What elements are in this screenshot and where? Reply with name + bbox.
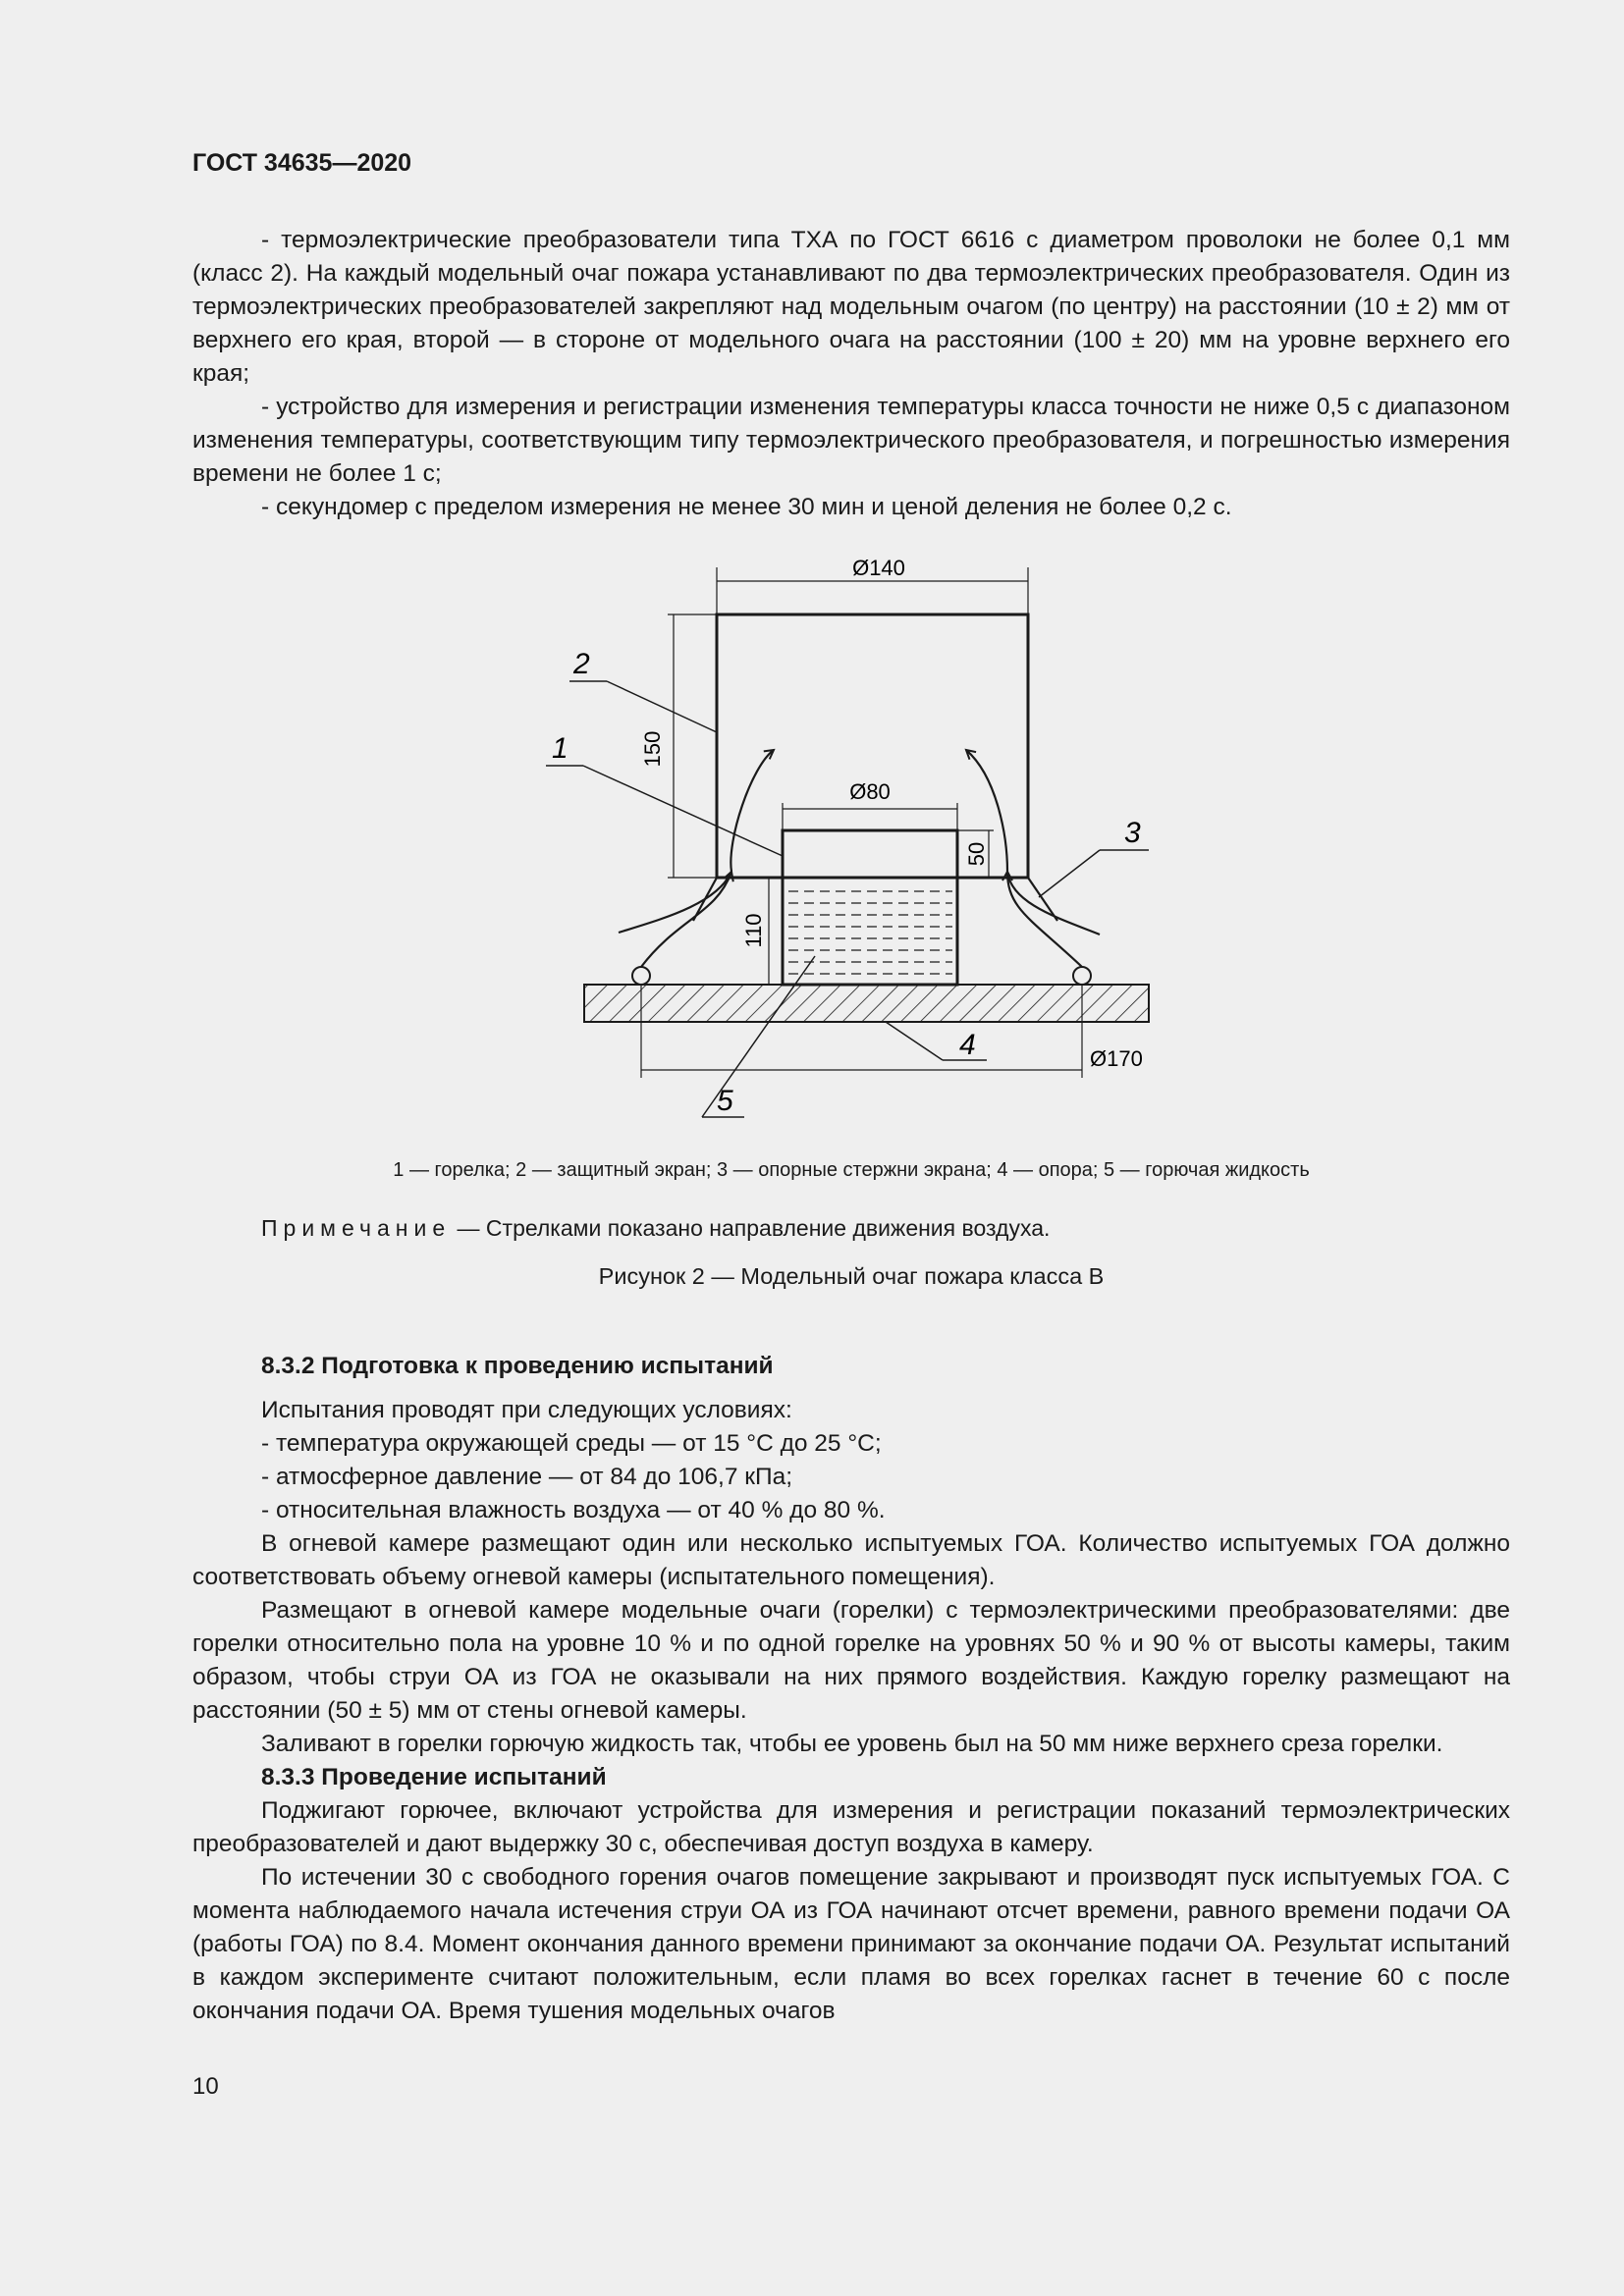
dim-d80: Ø80 (849, 779, 891, 804)
svg-text:2: 2 (573, 648, 590, 680)
list-item: - устройство для измерения и регистрации изменения температуры класса точности не ниже 0,5 с диапазоном изменения температуры, соответствующим типу термоэлектрического преобразователя, и погрешностью измерения времени не более 1 с; (192, 394, 1510, 487)
rod-foot-left (632, 967, 650, 985)
paragraph: Поджигают горючее, включают устройства для измерения и регистрации показаний термоэлектрических преобразователей и дают выдержку 30 с, обеспечивая доступ воздуха в камеру. (192, 1797, 1510, 1857)
list-item: - температура окружающей среды — от 15 °С до 25 °С; (261, 1430, 882, 1457)
support-plate (584, 985, 1149, 1022)
list-item: - термоэлектрические преобразователи типа ТХА по ГОСТ 6616 с диаметром проволоки не более 0,1 мм (класс 2). На каждый модельный очаг пожара устанавливают по два термоэлектрических преобразователя. Один из термоэлектрических преобразователей закрепляют над модельным очагом (по центру) на расстоянии (10 ± 2) мм от верхнего его края, второй — в стороне от модельного очага на расстоянии (100 ± 20) мм на уровне верхнего его края; (192, 227, 1510, 387)
paragraph: Размещают в огневой камере модельные очаги (горелки) с термоэлектрическими преобразователями: две горелки относительно пола на уровне 10 % и по одной горелке на уровнях 50 % и 90 % от высоты камеры, таким образом, чтобы струи ОА из ГОА не оказывали на них прямого воздействия. Каждую горелку размещают на расстоянии (50 ± 5) мм от стены огневой камеры. (192, 1597, 1510, 1724)
section-title: 8.3.3 Проведение испытаний (261, 1764, 607, 1790)
svg-text:3: 3 (1124, 817, 1141, 849)
paragraph: В огневой камере размещают один или несколько испытуемых ГОА. Количество испытуемых ГОА должно соответствовать объему огневой камеры (испытательного помещения). (192, 1530, 1510, 1590)
dim-d140: Ø140 (852, 556, 905, 580)
svg-text:4: 4 (959, 1029, 976, 1061)
page-number: 10 (192, 2073, 219, 2100)
note-text: — Стрелками показано направление движения воздуха. (451, 1215, 1051, 1241)
figure-note (261, 1215, 1050, 1242)
dim-h110: 110 (741, 913, 766, 948)
svg-text:5: 5 (717, 1085, 733, 1117)
paragraph: Испытания проводят при следующих условиях: (261, 1397, 792, 1423)
dim-d170: Ø170 (1090, 1046, 1143, 1071)
document-code-header: ГОСТ 34635—2020 (192, 149, 412, 177)
dim-h150: 150 (640, 730, 665, 768)
list-item: - относительная влажность воздуха — от 40 % до 80 %. (261, 1497, 886, 1523)
rod-foot-right (1073, 967, 1091, 985)
dim-h50: 50 (964, 841, 989, 867)
callout-2 (569, 648, 717, 732)
note-label: Примечание (261, 1215, 452, 1241)
callout-3 (1039, 817, 1149, 897)
svg-text:1: 1 (552, 732, 568, 765)
section-title: 8.3.2 Подготовка к проведению испытаний (261, 1353, 774, 1379)
section-8-3-2 (192, 1350, 1510, 2028)
paragraph: Заливают в горелки горючую жидкость так, чтобы ее уровень был на 50 мм ниже верхнего среза горелки. (261, 1731, 1443, 1757)
figure-legend: 1 — горелка; 2 — защитный экран; 3 — опорные стержни экрана; 4 — опора; 5 — горючая жидкость (393, 1159, 1310, 1181)
figure-caption: Рисунок 2 — Модельный очаг пожара класса В (598, 1263, 1105, 1289)
equipment-list (192, 224, 1510, 524)
support-rod-right (1028, 878, 1057, 921)
callout-5 (702, 956, 815, 1117)
fire-model-figure (552, 556, 1159, 1125)
list-item: - атмосферное давление — от 84 до 106,7 кПа; (261, 1464, 793, 1490)
paragraph: По истечении 30 с свободного горения очагов помещение закрывают и производят пуск испытуемых ГОА. С момента наблюдаемого начала истечения струи ОА из ГОА начинают отсчет времени, равного времени подачи ОА (работы ГОА) по 8.4. Момент окончания данного времени принимают за окончание подачи ОА. Результат испытаний в каждом эксперименте считают положительным, если пламя во всех горелках гаснет в течение 60 с после окончания подачи ОА. Время тушения модельных очагов (192, 1864, 1510, 2024)
list-item: - секундомер с пределом измерения не менее 30 мин и ценой деления не более 0,2 с. (261, 494, 1232, 520)
callout-4 (886, 1022, 987, 1061)
